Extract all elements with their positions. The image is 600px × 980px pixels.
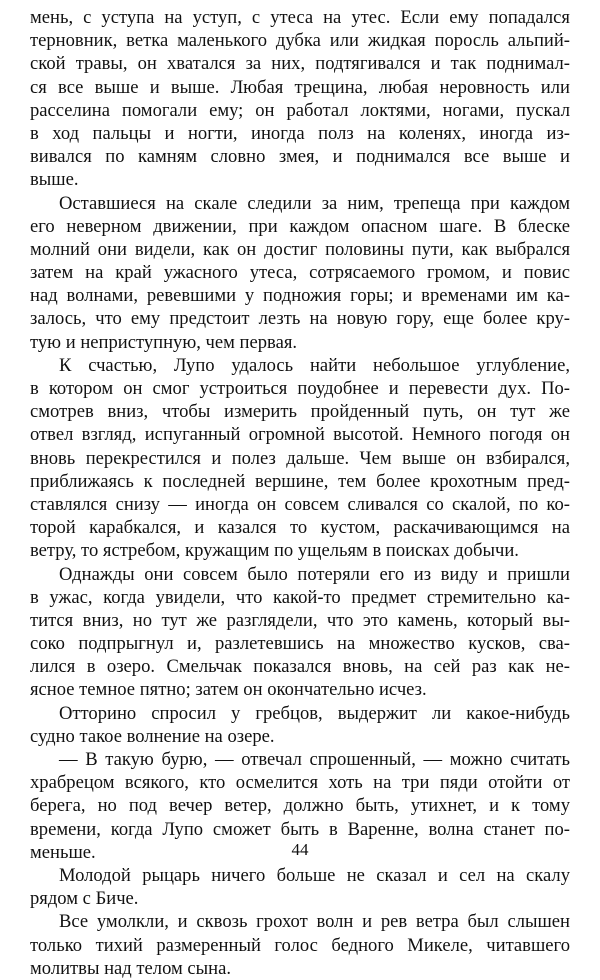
text-line: в котором он смог устроиться поудобнее и перевести дух. По- xyxy=(30,378,570,399)
text-line: ставлялся снизу — иногда он совсем сливался со скалой, по ко- xyxy=(30,493,570,515)
text-line: лился в озеро. Смельчак показался вновь, на сей раз как не- xyxy=(30,656,570,678)
text-line: в ужас, когда увидели, что какой-то предмет стремительно ка- xyxy=(30,586,570,608)
text-line: молитвы над телом сына. xyxy=(30,957,232,979)
text-line: Оставшиеся на скале следили за ним, трепеща при каждом xyxy=(59,192,570,214)
text-line: затем на край ужасного утеса, сотрясаемого громом, и повис xyxy=(30,262,570,284)
text-line: только тихий размеренный голос бедного Микеле, читавшего xyxy=(30,934,570,956)
text-line: вивался по камням словно змея, и поднимался все выше и xyxy=(30,146,570,168)
text-line: К счастью, Лупо удалось найти небольшое углубление, xyxy=(59,354,570,376)
text-line: торой карабкался, и казался то кустом, раскачивающимся на xyxy=(30,517,570,539)
text-line: соко подпрыгнул и, разлетевшись на множество кусков, сва- xyxy=(30,633,570,655)
text-line: тую и неприступную, чем первая. xyxy=(30,331,298,353)
text-line: залось, что ему предстоит лезть на новую гору, еще более кру- xyxy=(30,308,570,330)
text-line: тится вниз, но тут же разглядели, что это камень, который вы- xyxy=(30,609,570,631)
text-line: мень, с уступа на уступ, с утеса на утес. Если ему попадался xyxy=(30,7,570,28)
text-line: его неверном движении, при каждом опасном шаге. В блеске xyxy=(30,215,570,237)
text-line: ясное темное пятно; затем он окончательно исчез. xyxy=(30,679,427,701)
text-line: вновь перекрестился и полез дальше. Чем выше он взбирался, xyxy=(30,447,570,469)
text-line: молний они видели, как он достиг половины пути, как выбрался xyxy=(30,238,570,260)
text-line: судно такое волнение на озере. xyxy=(30,725,275,747)
text-line: отвел взгляд, испуганный огромной высотой. Немного погодя он xyxy=(30,424,570,446)
text-line: ся все выше и выше. Любая трещина, любая неровность или xyxy=(30,76,570,98)
text-line: выше. xyxy=(30,169,79,191)
text-line: ветру, то ястребом, кружащим по ущельям в поисках добычи. xyxy=(30,540,519,562)
text-line: Отторино спросил у гребцов, выдержит ли какое-нибудь xyxy=(59,702,570,724)
text-line: Однажды они совсем было потеряли его из виду и пришли xyxy=(59,563,570,585)
page-number: 44 xyxy=(291,840,309,859)
text-line: Молодой рыцарь ничего больше не сказал и сел на скалу xyxy=(59,864,570,886)
text-line: смотрев вниз, чтобы измерить пройденный путь, он тут же xyxy=(30,401,570,423)
text-line: приближаясь к последней вершине, тем более крохотным пред- xyxy=(30,470,570,492)
text-line: Все умолкли, и сквозь грохот волн и рев ветра был слышен xyxy=(59,911,570,933)
text-line: храбрецом всякого, кто осмелится хоть на три пяди отойти от xyxy=(30,772,570,794)
text-line: расселина помогали ему; он работал локтями, ногами, пускал xyxy=(30,99,570,121)
text-line: терновник, ветка маленького дубка или жидкая поросль альпий- xyxy=(30,30,570,52)
text-line: в ход пальцы и ногти, иногда полз на коленях, иногда из- xyxy=(30,122,570,144)
text-line: берега, но под вечер ветер, должно быть, утихнет, и к тому xyxy=(30,795,570,817)
text-line: — В такую бурю, — отвечал спрошенный, — можно считать xyxy=(59,749,570,770)
text-line: времени, когда Лупо сможет быть в Варенне, волна станет по- xyxy=(30,818,570,840)
text-line: меньше. xyxy=(30,841,96,863)
text-line: рядом с Биче. xyxy=(30,888,139,910)
text-line: над волнами, ревевшими у подножия горы; и временами им ка- xyxy=(30,285,570,307)
body-text xyxy=(30,6,570,980)
text-line: ской травы, он хватался за них, подтягивался и так поднимал- xyxy=(30,53,570,75)
